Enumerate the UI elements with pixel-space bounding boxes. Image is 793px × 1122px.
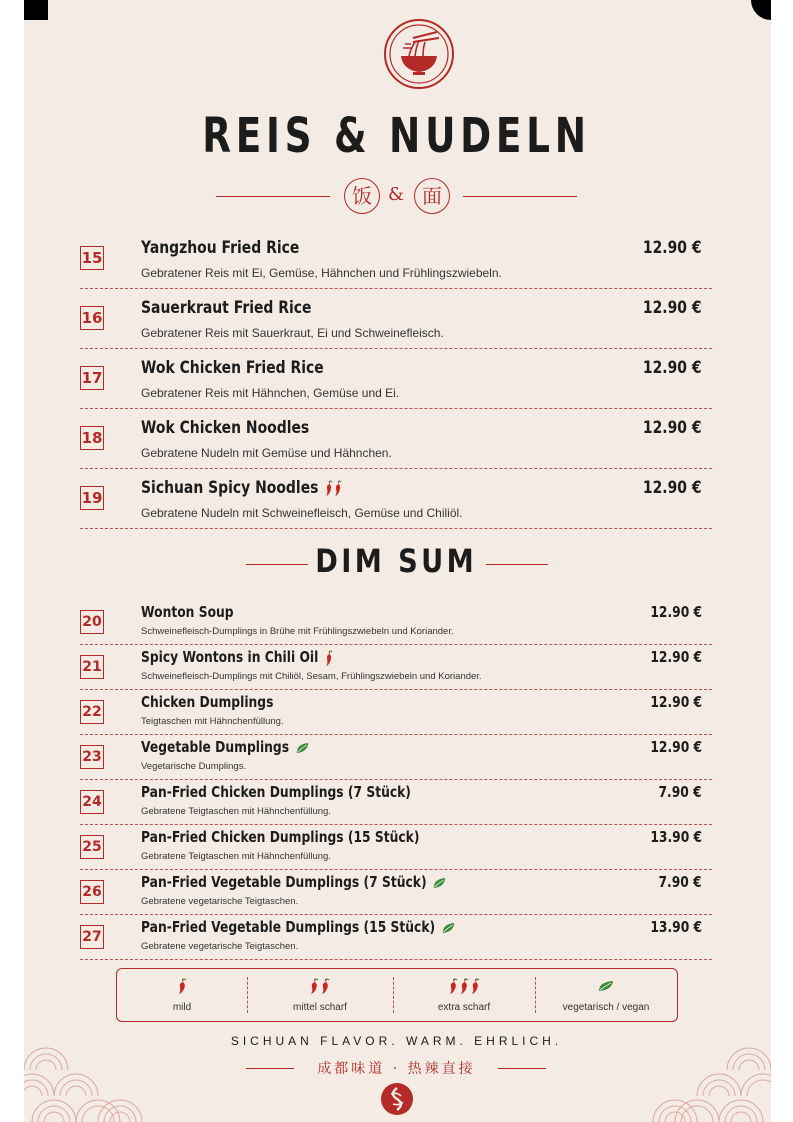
item-description: Gebratene Nudeln mit Gemüse und Hähnchen. (141, 446, 392, 460)
legend-icon (247, 977, 393, 995)
item-name: Pan-Fried Vegetable Dumplings (7 Stück) (141, 873, 446, 891)
menu-item (80, 783, 712, 833)
menu-item (80, 478, 712, 544)
item-description: Gebratener Reis mit Hähnchen, Gemüse und Ei. (141, 386, 400, 400)
item-divider (80, 914, 712, 915)
chili-icon (177, 978, 187, 994)
chili-icon (334, 480, 342, 496)
item-price: 7.90 € (658, 873, 702, 891)
item-name: Spicy Wontons in Chili Oil (141, 648, 334, 666)
item-price: 12.90 € (643, 358, 702, 378)
item-divider (80, 734, 712, 735)
item-description: Schweinefleisch-Dumplings in Brühe mit Frühlingszwiebeln und Koriander. (141, 626, 454, 637)
chinese-tagline-row (0, 1058, 793, 1078)
item-description: Vegetarische Dumplings. (141, 761, 247, 772)
item-price: 12.90 € (650, 603, 702, 621)
legend-item (393, 969, 535, 1021)
item-name: Vegetable Dumplings (141, 738, 309, 756)
bottom-emblem-icon (380, 1082, 414, 1116)
cn-rice-badge: 饭 (344, 178, 380, 214)
chinese-tagline: 成都味道 · 热辣直接 (317, 1061, 476, 1077)
chili-icon (309, 978, 319, 994)
legend-icon (535, 977, 677, 995)
item-divider (80, 288, 712, 289)
item-price: 12.90 € (643, 298, 702, 318)
leaf-icon (442, 922, 455, 934)
item-name: Pan-Fried Chicken Dumplings (15 Stück) (141, 828, 420, 846)
item-divider (80, 408, 712, 409)
menu-item (80, 648, 712, 698)
menu-item (80, 418, 712, 484)
chili-icon (470, 978, 480, 994)
item-divider (80, 824, 712, 825)
noodle-bowl-logo-icon (383, 18, 455, 90)
menu-item (80, 693, 712, 743)
legend-item (247, 969, 393, 1021)
menu-item (80, 873, 712, 923)
item-description: Teigtaschen mit Hähnchenfüllung. (141, 716, 284, 727)
menu-item (80, 828, 712, 878)
menu-item (80, 918, 712, 968)
item-number: 17 (80, 366, 104, 390)
item-description: Gebratene Nudeln mit Schweinefleisch, Gemüse und Chiliöl. (141, 506, 463, 520)
chili-icon (448, 978, 458, 994)
leaf-icon (296, 742, 309, 754)
item-number: 23 (80, 745, 104, 769)
legend-box (116, 968, 678, 1022)
tagline: SICHUAN FLAVOR. WARM. EHRLICH. (230, 1034, 563, 1048)
item-price: 12.90 € (643, 478, 702, 498)
item-number: 22 (80, 700, 104, 724)
legend-item (117, 969, 247, 1021)
item-price: 12.90 € (643, 238, 702, 258)
chili-icon (325, 650, 333, 666)
cn-noodle-badge: 面 (414, 178, 450, 214)
item-name: Pan-Fried Chicken Dumplings (7 Stück) (141, 783, 411, 801)
menu-item (80, 603, 712, 653)
item-number: 26 (80, 880, 104, 904)
chili-icon (325, 480, 333, 496)
page-title: REIS & NUDELN (202, 108, 591, 164)
menu-item (80, 298, 712, 364)
legend-item (535, 969, 677, 1021)
item-price: 13.90 € (650, 918, 702, 936)
menu-item (80, 738, 712, 788)
item-price: 7.90 € (658, 783, 702, 801)
item-description: Gebratene vegetarische Teigtaschen. (141, 941, 299, 952)
item-name: Chicken Dumplings (141, 693, 274, 711)
item-number: 25 (80, 835, 104, 859)
item-price: 12.90 € (643, 418, 702, 438)
item-name: Wonton Soup (141, 603, 234, 621)
item-number: 24 (80, 790, 104, 814)
chili-icon (320, 978, 330, 994)
item-number: 19 (80, 486, 104, 510)
item-divider (80, 528, 712, 529)
legend-label: mittel scharf (293, 1002, 347, 1013)
item-description: Gebratene Teigtaschen mit Hähnchenfüllung. (141, 851, 331, 862)
item-name: Yangzhou Fried Rice (141, 238, 300, 258)
item-divider (80, 644, 712, 645)
item-description: Gebratener Reis mit Ei, Gemüse, Hähnchen und Frühlingszwiebeln. (141, 266, 502, 280)
item-price: 13.90 € (650, 828, 702, 846)
chinese-subtitle (0, 178, 793, 214)
legend-label: extra scharf (437, 1002, 491, 1013)
item-divider (80, 468, 712, 469)
legend-label: vegetarisch / vegan (562, 1002, 650, 1013)
dim-sum-title: DIM SUM (315, 542, 478, 580)
menu-item (80, 238, 712, 304)
legend-icon (393, 977, 535, 995)
item-number: 20 (80, 610, 104, 634)
item-description: Gebratene vegetarische Teigtaschen. (141, 896, 299, 907)
item-name: Sauerkraut Fried Rice (141, 298, 312, 318)
item-number: 21 (80, 655, 104, 679)
item-name: Wok Chicken Fried Rice (141, 358, 324, 378)
item-price: 12.90 € (650, 693, 702, 711)
ampersand: & (388, 184, 405, 205)
leaf-icon (433, 877, 446, 889)
item-name: Sichuan Spicy Noodles (141, 478, 343, 498)
leaf-icon (598, 980, 614, 992)
chili-icon (459, 978, 469, 994)
item-name: Pan-Fried Vegetable Dumplings (15 Stück) (141, 918, 455, 936)
item-description: Schweinefleisch-Dumplings mit Chiliöl, Sesam, Frühlingszwiebeln und Koriander. (141, 671, 482, 682)
item-divider (80, 348, 712, 349)
item-number: 15 (80, 246, 104, 270)
item-description: Gebratene Teigtaschen mit Hähnchenfüllung. (141, 806, 331, 817)
item-description: Gebratener Reis mit Sauerkraut, Ei und Schweinefleisch. (141, 326, 444, 340)
item-price: 12.90 € (650, 648, 702, 666)
item-divider (80, 689, 712, 690)
item-price: 12.90 € (650, 738, 702, 756)
legend-label: mild (172, 1002, 192, 1013)
legend-icon (117, 977, 247, 995)
item-divider (80, 779, 712, 780)
item-divider (80, 959, 712, 960)
item-divider (80, 869, 712, 870)
item-number: 16 (80, 306, 104, 330)
item-name: Wok Chicken Noodles (141, 418, 310, 438)
item-number: 18 (80, 426, 104, 450)
menu-item (80, 358, 712, 424)
item-number: 27 (80, 925, 104, 949)
